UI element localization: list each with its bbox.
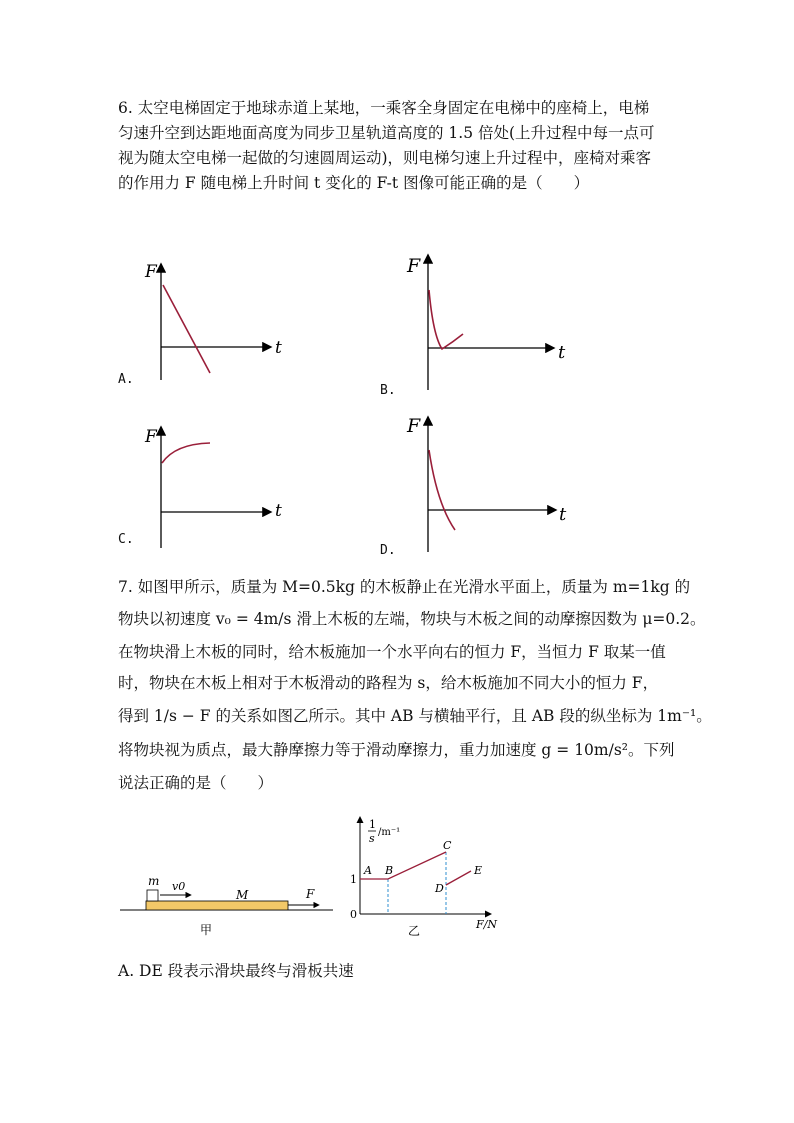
option-b-curve <box>429 290 463 349</box>
y-label-unit: /m⁻¹ <box>378 827 401 838</box>
option-d-f-label: F <box>407 415 421 437</box>
option-b-f-label: F <box>407 255 421 277</box>
option-a-curve <box>163 285 210 373</box>
option-d-t-label: t <box>559 504 567 525</box>
origin-label: 0 <box>350 908 357 921</box>
q7-line-1: 7. 如图甲所示，质量为 M=0.5kg 的木板静止在光滑水平面上，质量为 m=1kg 的 <box>118 578 691 596</box>
mass-m-label: m <box>148 874 160 888</box>
q6-line-1: 6. 太空电梯固定于地球赤道上某地，一乘客全身固定在电梯中的座椅上，电梯 <box>118 99 650 117</box>
mass-M-label: M <box>236 888 249 902</box>
y-label-num: 1 <box>369 818 376 831</box>
option-b-t-label: t <box>558 342 566 363</box>
option-b-graph <box>395 250 575 395</box>
option-a-f-label: F <box>145 262 157 282</box>
figure-yi <box>340 812 510 940</box>
option-c-graph <box>135 420 295 550</box>
q6-line-3: 视为随太空电梯一起做的匀速圆周运动)，则电梯匀速上升过程中，座椅对乘客 <box>118 149 652 167</box>
point-a-label: A <box>364 864 372 877</box>
figure-yi-caption: 乙 <box>408 924 421 938</box>
option-b-letter: B. <box>380 383 396 398</box>
point-d-label: D <box>435 882 444 895</box>
q7-line-7: 说法正确的是（ ） <box>118 774 274 792</box>
x-label: F/N <box>476 918 497 931</box>
q7-line-5: 得到 1/s − F 的关系如图乙所示。其中 AB 与横轴平行，且 AB 段的纵坐标为 1m⁻¹。 <box>118 707 712 725</box>
figure-jia <box>118 870 333 940</box>
segment-abc <box>360 852 446 879</box>
q7-line-2: 物块以初速度 v₀ = 4m/s 滑上木板的左端，物块与木板之间的动摩擦因数为 μ=0.2。 <box>118 610 706 628</box>
tick-1-label: 1 <box>350 873 357 886</box>
option-a-t-label: t <box>275 338 282 358</box>
option-d-letter: D. <box>380 543 396 558</box>
q6-line-4: 的作用力 F 随电梯上升时间 t 变化的 F-t 图像可能正确的是（ ） <box>118 174 590 192</box>
point-e-label: E <box>474 864 483 877</box>
point-b-label: B <box>385 864 394 877</box>
option-d-curve <box>429 450 455 530</box>
q7-line-3: 在物块滑上木板的同时，给木板施加一个水平向右的恒力 F，当恒力 F 取某一值 <box>118 643 666 661</box>
figure-jia-caption: 甲 <box>200 923 213 937</box>
option-d-graph <box>395 412 575 557</box>
force-F-label: F <box>306 887 315 901</box>
option-a-graph <box>135 255 295 390</box>
option-c-t-label: t <box>275 501 282 521</box>
option-c-f-label: F <box>145 427 157 447</box>
segment-de <box>446 871 471 885</box>
block <box>147 890 158 901</box>
v0-label: v0 <box>172 880 186 893</box>
board <box>146 901 288 910</box>
q6-line-2: 匀速升空到达距地面高度为同步卫星轨道高度的 1.5 倍处(上升过程中每一点可 <box>118 124 655 142</box>
q7-line-4: 时，物块在木板上相对于木板滑动的路程为 s，给木板施加不同大小的恒力 F， <box>118 674 659 692</box>
q7-line-6: 将物块视为质点，最大静摩擦力等于滑动摩擦力，重力加速度 g = 10m/s²。下列 <box>118 741 675 759</box>
q7-option-a: A. DE 段表示滑块最终与滑板共速 <box>118 962 354 980</box>
option-c-letter: C. <box>118 532 134 547</box>
y-label-den: s <box>369 832 375 845</box>
option-a-letter: A. <box>118 372 134 387</box>
option-c-curve <box>162 443 210 463</box>
point-c-label: C <box>443 839 452 852</box>
